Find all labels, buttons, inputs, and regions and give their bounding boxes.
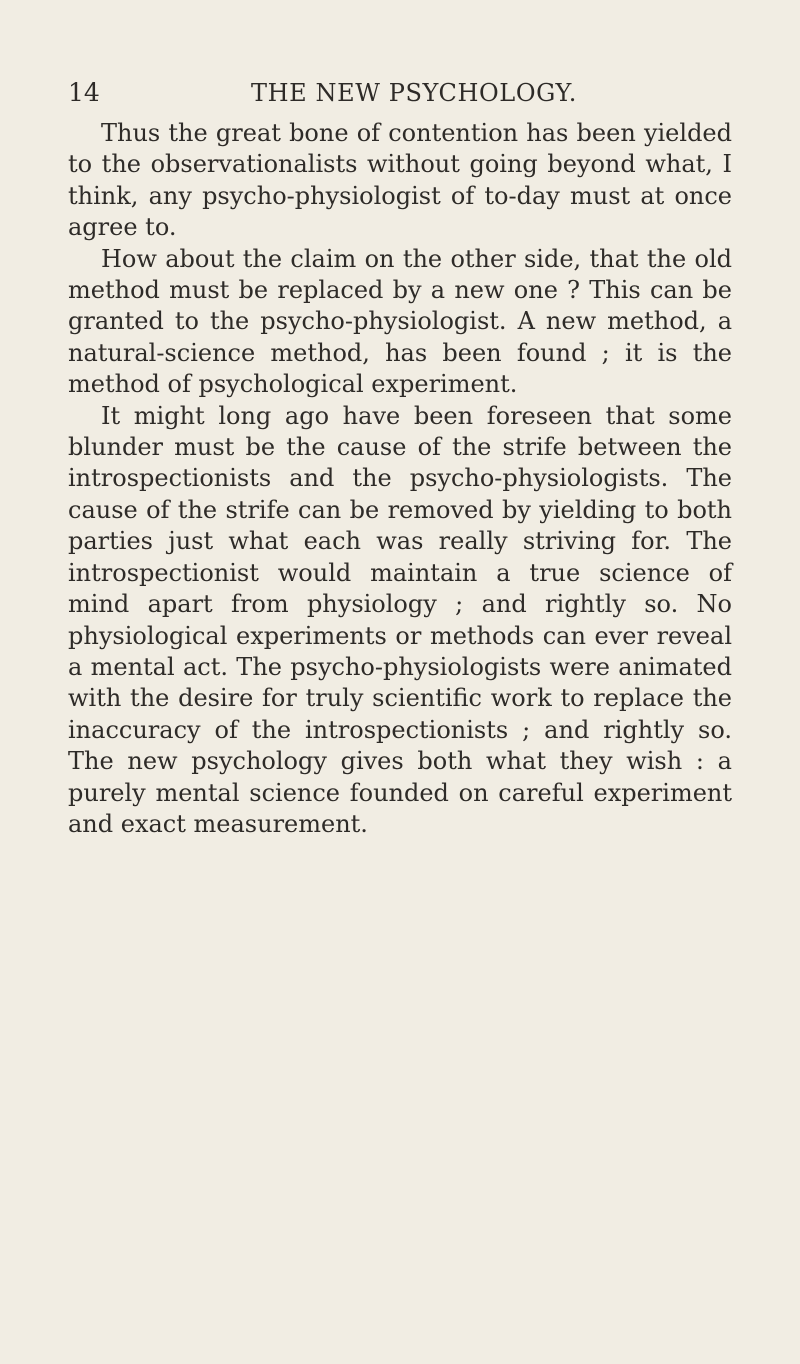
page-number: 14 <box>68 78 100 107</box>
running-title: THE NEW PSYCHOLOGY. <box>251 79 578 107</box>
paragraph: Thus the great bone of contention has been yielded to the observationalists without going beyond what, I think, any psycho-physiologist of to-day must at once agree to. <box>68 119 732 242</box>
paragraph: How about the claim on the other side, that the old method must be replaced by a new one ? This can be granted to the psycho-physiologist. A new method, a natural-science method, has been found ; it is the method of psychological experiment. <box>68 244 732 399</box>
running-head <box>68 76 732 110</box>
paragraph: It might long ago have been foreseen that some blunder must be the cause of the strife between the introspectionists and the psycho-physiologists. The cause of the strife can be removed by yielding to both parties just what each was really striving for. The introspectionist would maintain a true science of mind apart from physiology ; and rightly so. No physiological experiments or methods can ever reveal a mental act. The psycho-physiologists were animated with the desire for truly scientific work to replace the inaccuracy of the introspectionists ; and rightly so. The new psychology gives both what they wish : a purely mental science founded on careful experiment and exact measurement. <box>68 401 732 838</box>
body-text <box>68 118 732 840</box>
